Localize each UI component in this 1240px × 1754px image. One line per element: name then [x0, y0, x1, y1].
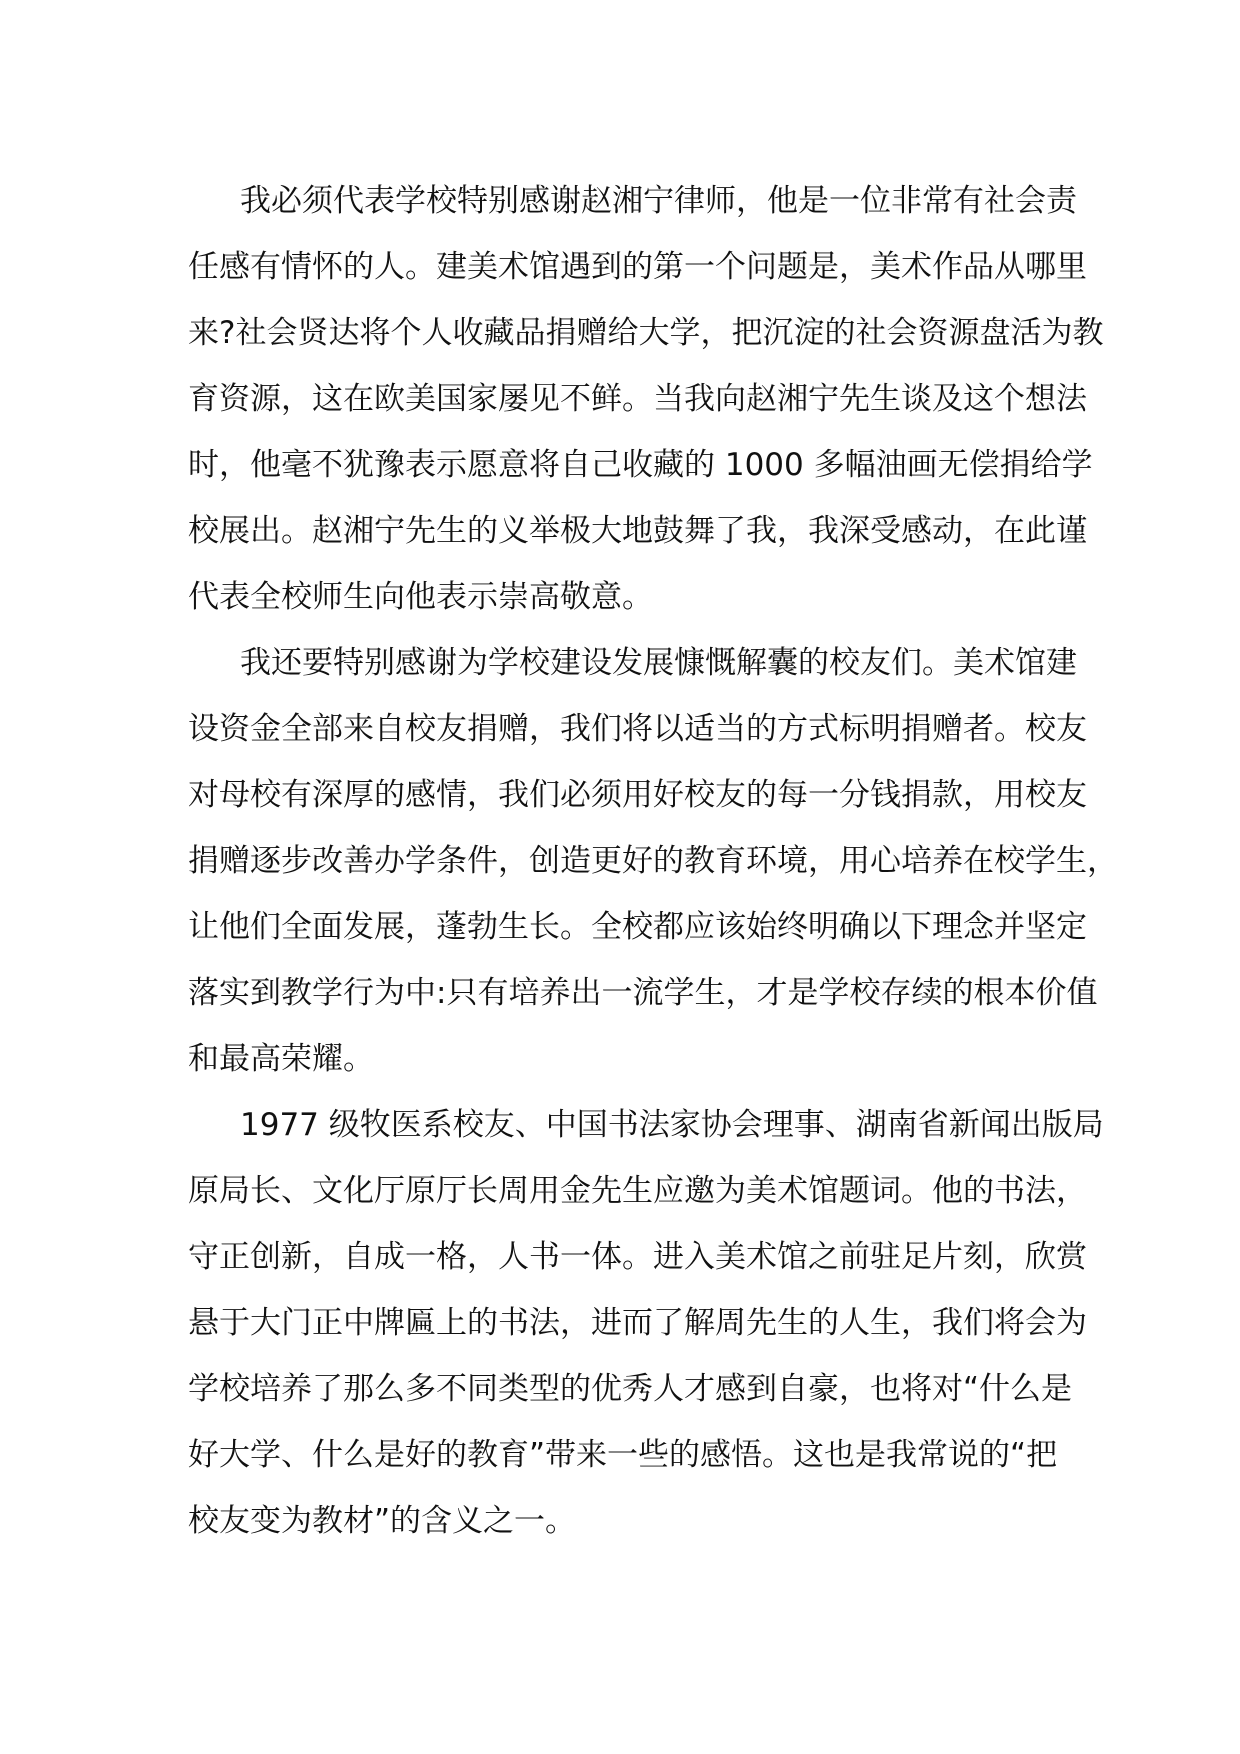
document-body [188, 168, 1118, 1554]
paragraph-3 [188, 1092, 1104, 1554]
paragraph-2 [188, 630, 1118, 1092]
paragraph-line: 育资源，这在欧美国家屡见不鲜。当我向赵湘宁先生谈及这个想法 [188, 381, 1087, 417]
paragraph-line: 让他们全面发展，蓬勃生长。全校都应该始终明确以下理念并坚定 [188, 909, 1087, 945]
paragraph-line: 对母校有深厚的感情，我们必须用好校友的每一分钱捐款，用校友 [188, 777, 1087, 813]
paragraph-line: 1977 级牧医系校友、中国书法家协会理事、湖南省新闻出版局 [240, 1107, 1104, 1143]
paragraph-line: 和最高荣耀。 [188, 1041, 374, 1077]
paragraph-line: 我必须代表学校特别感谢赵湘宁律师，他是一位非常有社会责 [240, 183, 1077, 219]
paragraph-line: 好大学、什么是好的教育”带来一些的感悟。这也是我常说的“把 [188, 1437, 1058, 1473]
paragraph-line: 任感有情怀的人。建美术馆遇到的第一个问题是，美术作品从哪里 [188, 249, 1087, 285]
paragraph-line: 守正创新，自成一格，人书一体。进入美术馆之前驻足片刻，欣赏 [188, 1239, 1087, 1275]
paragraph-line: 我还要特别感谢为学校建设发展慷慨解囊的校友们。美术馆建 [240, 645, 1077, 681]
paragraph-line: 代表全校师生向他表示崇高敬意。 [188, 579, 653, 615]
paragraph-line: 时，他毫不犹豫表示愿意将自己收藏的 1000 多幅油画无偿捐给学 [188, 447, 1093, 483]
paragraph-line: 校展出。赵湘宁先生的义举极大地鼓舞了我，我深受感动，在此谨 [188, 513, 1087, 549]
paragraph-1 [188, 168, 1104, 630]
paragraph-line: 设资金全部来自校友捐赠，我们将以适当的方式标明捐赠者。校友 [188, 711, 1087, 747]
paragraph-line: 学校培养了那么多不同类型的优秀人才感到自豪，也将对“什么是 [188, 1371, 1073, 1407]
paragraph-line: 原局长、文化厅原厅长周用金先生应邀为美术馆题词。他的书法， [188, 1173, 1087, 1209]
paragraph-line: 来?社会贤达将个人收藏品捐赠给大学，把沉淀的社会资源盘活为教 [188, 315, 1104, 351]
paragraph-line: 悬于大门正中牌匾上的书法，进而了解周先生的人生，我们将会为 [188, 1305, 1087, 1341]
paragraph-line: 校友变为教材”的含义之一。 [188, 1503, 577, 1539]
paragraph-line: 捐赠逐步改善办学条件，创造更好的教育环境，用心培养在校学生， [188, 843, 1118, 879]
paragraph-line: 落实到教学行为中:只有培养出一流学生，才是学校存续的根本价值 [188, 975, 1098, 1011]
